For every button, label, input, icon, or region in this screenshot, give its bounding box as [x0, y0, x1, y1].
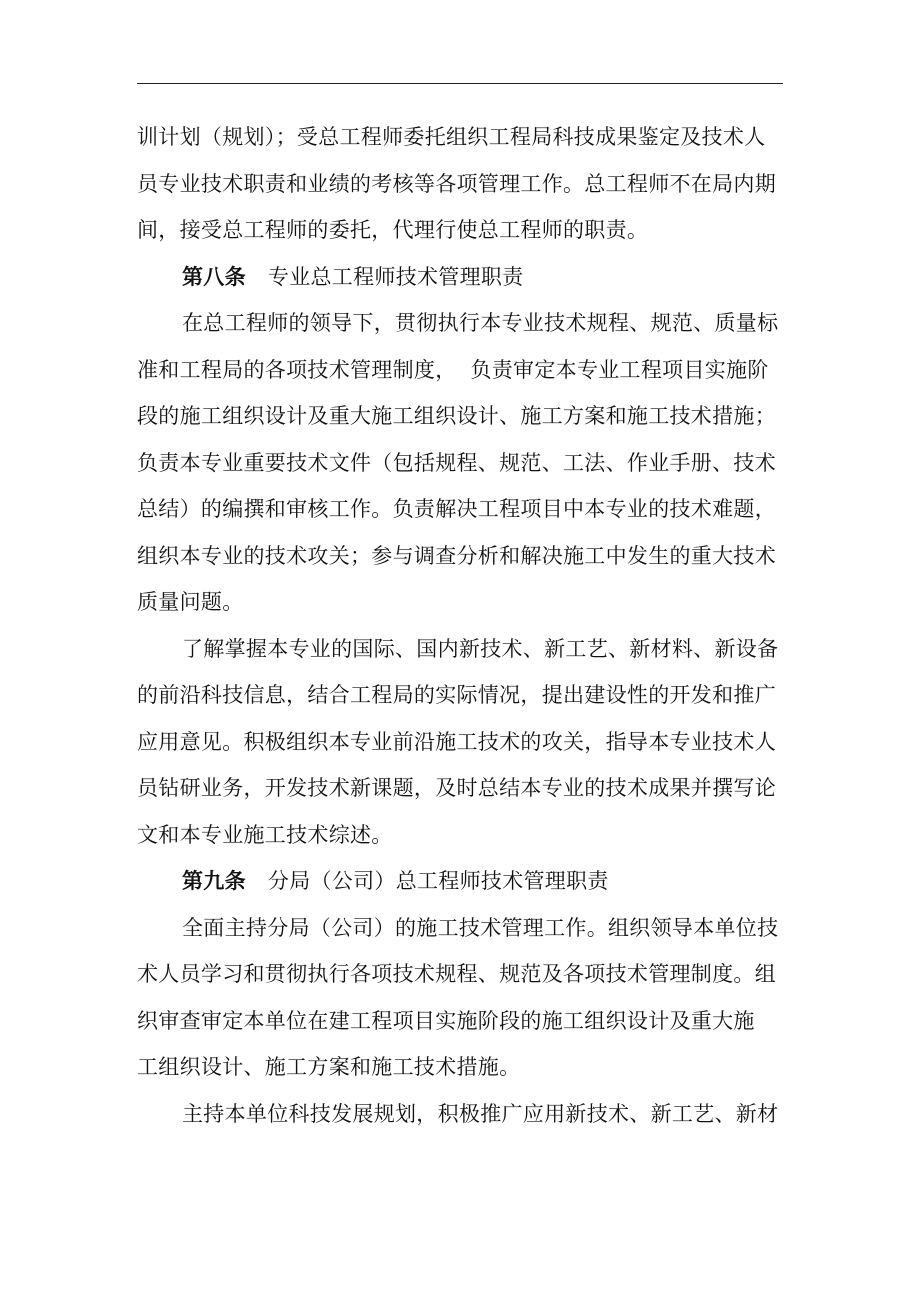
text-line: 质量问题。 [137, 590, 244, 614]
text-line: 术人员学习和贯彻执行各项技术规程、规范及各项技术管理制度。组 [137, 962, 776, 986]
article-title: 专业总工程师技术管理职责 [267, 264, 524, 289]
text-line: 应用意见。积极组织本专业前沿施工技术的攻关，指导本专业技术人 [137, 729, 776, 754]
paragraph-start: 主持本单位科技发展规划，积极推广应用新技术、新工艺、新材 [182, 1101, 779, 1126]
text-line: 工组织设计、施工方案和施工技术措施。 [137, 1055, 521, 1079]
paragraph-start: 了解掌握本专业的国际、国内新技术、新工艺、新材料、新设备 [182, 636, 779, 661]
article-title: 分局（公司）总工程师技术管理职责 [267, 869, 609, 893]
paragraph-start: 在总工程师的领导下，贯彻执行本专业技术规程、规范、质量标 [182, 311, 779, 335]
document-body [137, 114, 789, 1137]
text-line: 员专业技术职责和业绩的考核等各项管理工作。总工程师不在局内期 [137, 171, 776, 196]
article-9-heading [137, 858, 789, 905]
header-rule [137, 83, 783, 84]
text-line: 组织本专业的技术攻关；参与调查分析和解决施工中发生的重大技术 [137, 543, 776, 568]
text-line: 训计划（规划）；受总工程师委托组织工程局科技成果鉴定及技术人 [137, 125, 766, 149]
article-8-heading [137, 254, 789, 301]
text-line: 的前沿科技信息，结合工程局的实际情况，提出建设性的开发和推广 [137, 683, 776, 707]
text-line: 段的施工组织设计及重大施工组织设计、施工方案和施工技术措施； [137, 404, 776, 428]
text-line: 织审查审定本单位在建工程项目实施阶段的施工组织设计及重大施 [137, 1008, 755, 1033]
text-line: 负责本专业重要技术文件（包括规程、规范、工法、作业手册、技术 [137, 450, 776, 475]
paragraph-start: 全面主持分局（公司）的施工技术管理工作。组织领导本单位技 [182, 915, 779, 940]
text-line: 员钻研业务，开发技术新课题，及时总结本专业的技术成果并撰写论 [137, 776, 776, 800]
article-number: 第八条 [182, 263, 246, 289]
text-line: 总结）的编撰和审核工作。负责解决工程项目中本专业的技术难题， [137, 497, 776, 521]
article-number: 第九条 [182, 868, 246, 893]
text-line: 准和工程局的各项技术管理制度， 负责审定本专业工程项目实施阶 [137, 357, 769, 382]
text-line: 间，接受总工程师的委托，代理行使总工程师的职责。 [137, 218, 649, 242]
text-line: 文和本专业施工技术综述。 [137, 822, 393, 847]
